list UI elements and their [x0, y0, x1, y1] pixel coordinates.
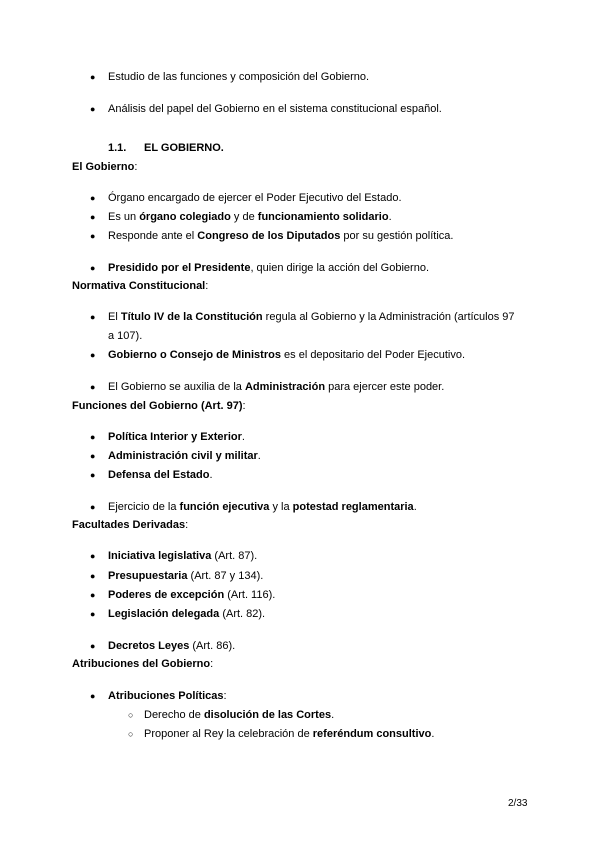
- bullet-icon: ●: [90, 231, 96, 241]
- normativa-item-1-cont: a 107).: [108, 330, 143, 342]
- facultades-item-1: Iniciativa legislativa (Art. 87).: [108, 550, 258, 562]
- bullet-icon: ●: [90, 263, 96, 273]
- bullet-icon: ●: [90, 193, 96, 203]
- section-number: 1.1.: [108, 142, 127, 154]
- bullet-icon: ●: [90, 609, 96, 619]
- section-title: EL GOBIERNO.: [144, 142, 224, 154]
- heading-normativa: Normativa Constitucional:: [72, 280, 209, 292]
- hollow-bullet-icon: ○: [128, 710, 134, 720]
- atribuciones-item-1: Atribuciones Políticas:: [108, 690, 227, 702]
- bullet-icon: ●: [90, 350, 96, 360]
- bullet-icon: ●: [90, 312, 96, 322]
- bullet-icon: ●: [90, 72, 96, 82]
- facultades-item-2: Presupuestaria (Art. 87 y 134).: [108, 570, 264, 582]
- page-number: 2/33: [508, 798, 528, 809]
- hollow-bullet-icon: ○: [128, 729, 134, 739]
- normativa-item-2: Gobierno o Consejo de Ministros es el depositario del Poder Ejecutivo.: [108, 349, 466, 361]
- bullet-icon: ●: [90, 432, 96, 442]
- atribuciones-subitem-2: Proponer al Rey la celebración de referéndum consultivo.: [144, 728, 435, 740]
- bullet-icon: ●: [90, 691, 96, 701]
- bullet-icon: ●: [90, 212, 96, 222]
- bullet-icon: ●: [90, 502, 96, 512]
- gobierno-item-3: Responde ante el Congreso de los Diputados por su gestión política.: [108, 230, 454, 242]
- intro-item-2: Análisis del papel del Gobierno en el sistema constitucional español.: [108, 103, 442, 115]
- normativa-item-3: El Gobierno se auxilia de la Administración para ejercer este poder.: [108, 381, 445, 393]
- normativa-item-1: El Título IV de la Constitución regula al Gobierno y la Administración (artículos 97: [108, 311, 515, 323]
- bullet-icon: ●: [90, 451, 96, 461]
- funciones-item-3: Defensa del Estado.: [108, 469, 213, 481]
- bullet-icon: ●: [90, 470, 96, 480]
- heading-facultades: Facultades Derivadas:: [72, 519, 189, 531]
- gobierno-item-1: Órgano encargado de ejercer el Poder Ejecutivo del Estado.: [108, 192, 402, 204]
- heading-gobierno: El Gobierno:: [72, 161, 138, 173]
- gobierno-item-2: Es un órgano colegiado y de funcionamiento solidario.: [108, 211, 392, 223]
- heading-atribuciones: Atribuciones del Gobierno:: [72, 658, 214, 670]
- atribuciones-subitem-1: Derecho de disolución de las Cortes.: [144, 709, 335, 721]
- facultades-item-4: Legislación delegada (Art. 82).: [108, 608, 266, 620]
- facultades-item-3: Poderes de excepción (Art. 116).: [108, 589, 276, 601]
- intro-item-1: Estudio de las funciones y composición del Gobierno.: [108, 71, 370, 83]
- funciones-item-2: Administración civil y militar.: [108, 450, 261, 462]
- funciones-item-4: Ejercicio de la función ejecutiva y la potestad reglamentaria.: [108, 501, 417, 513]
- bullet-icon: ●: [90, 571, 96, 581]
- funciones-item-1: Política Interior y Exterior.: [108, 431, 245, 443]
- heading-funciones: Funciones del Gobierno (Art. 97):: [72, 400, 246, 412]
- facultades-item-5: Decretos Leyes (Art. 86).: [108, 640, 236, 652]
- bullet-icon: ●: [90, 104, 96, 114]
- bullet-icon: ●: [90, 382, 96, 392]
- bullet-icon: ●: [90, 641, 96, 651]
- bullet-icon: ●: [90, 590, 96, 600]
- gobierno-item-4: Presidido por el Presidente, quien dirige la acción del Gobierno.: [108, 262, 429, 274]
- bullet-icon: ●: [90, 551, 96, 561]
